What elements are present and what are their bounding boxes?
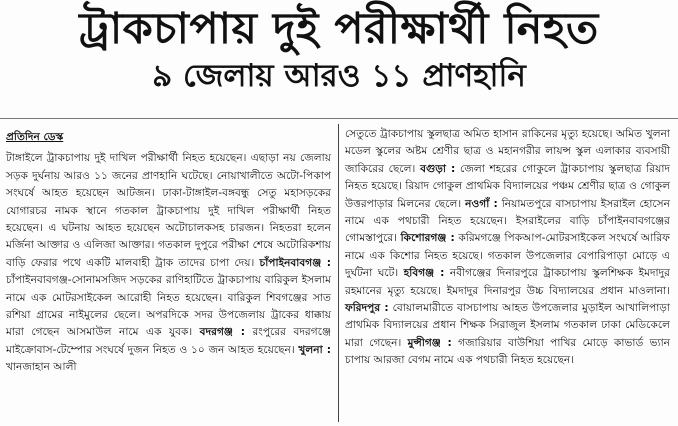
- place-label: খুলনা :: [298, 343, 331, 356]
- text-segment: জেলা শহরের গোকুলে ট্রাকচাপায় স্কুলছাত্র রিয়াদ নিহত হয়েছে। রিয়াদ গোকুল প্রাথমিক বিদ্যালয়ের পঞ্চম শ্রেণীর ছাত্র ও গোকুল উত্তরপাড়ার মিলনের ছেলে।: [345, 162, 670, 210]
- place-label: বগুড়া :: [420, 162, 456, 175]
- desk-byline: প্রতিদিন ডেস্ক: [6, 131, 64, 143]
- text-segment: খানজাহান আলী: [6, 361, 77, 374]
- place-label: ফরিদপুর :: [345, 302, 389, 315]
- place-label: বদরগঞ্জ :: [199, 326, 245, 339]
- text-segment: গজারিয়ার বাউশিয়া পাখির মোড়ে কাভার্ড ভ্যান চাপায় আরজা বেগম নামে এক পথচারী নিহত হয়েছেন।: [345, 336, 670, 367]
- place-label: হবিগঞ্জ :: [403, 267, 445, 280]
- text-segment: টাঙ্গাইলে ট্রাকচাপায় দুই দাখিল পরীক্ষার্থী নিহত হয়েছেন। এছাড়া নয় জেলায় সড়ক দুর্ঘনায় আরও ১১ জনের প্রাণহানি ঘটেছে। নোয়াখালীতে অটো-পিকাপ সংঘর্ষে আহত হয়েছেন আটজন। ঢাকা-টাঙ্গাইল-বঙ্গবন্ধু সেতু মহাসড়কের যোগারচর নামক স্থানে গতকাল ট্রাকচাপায় দুই দাখিল পরীক্ষার্থী নিহত হয়েছেন। এ ঘটনায় আহত হয়েছেন অটোচালকসহ চারজন। নিহতরা হলেন মর্জিনা আক্তার ও এলিজা আক্তার। গতকাল দুপুরে পরীক্ষা শেষে অটোরিকশায় বাড়ি ফেরার পথে একটি মালবাহী ট্রাক তাদের চাপা দেয়।: [6, 152, 331, 269]
- text-segment: চাঁপাইনবাবগঞ্জ-সোনামসজিদ সড়কের রাণিহাটিতে ট্রাকচাপায় বারিকুল ইসলাম নামে এক মোটরসাইকেল আরোহী নিহত হয়েছেন। বারিকুল শিবগঞ্জের সাত রশিয়া গ্রামের নাইমুলের ছেলে। অপরদিকে সদর উপজেলায় ট্রাকের ধাক্কায় মারা গেছেন আসমাউল নামে এক যুবক।: [6, 274, 331, 339]
- text-segment: রংপুরের বদরগঞ্জে মাইক্রোবাস-টেম্পোর সংঘর্ষে দুজন নিহত ও ১০ জন আহত হয়েছেন।: [6, 326, 331, 356]
- subheadline: ৯ জেলায় আরও ১১ প্রাণহানি: [152, 58, 526, 94]
- article-column-2: [345, 126, 670, 370]
- section-divider: [0, 118, 678, 119]
- place-label: কিশোরগঞ্জ :: [400, 232, 455, 245]
- text-segment: নবীগঞ্জের দিনারপুরে ট্রাকচাপায় স্কুলশিক্ষক ইমদাদুর রহমানের মৃত্যু হয়েছে। ইমদাদুর দিনারপুর উচ্চ বিদ্যালয়ের প্রধান মাওলানা।: [345, 267, 670, 297]
- place-label: নওগাঁ :: [465, 197, 498, 210]
- place-label: মুন্সীগঞ্জ :: [407, 336, 452, 349]
- column-1-text: [6, 150, 331, 376]
- column-2-text: [345, 126, 670, 370]
- text-segment: করিমগঞ্জে পিকআপ-মোটরসাইকেল সংঘর্ষে আরিফ নামে এক কিশোর নিহত হয়েছে। গতকাল উপজেলার বেপারিপাড়া মোড়ে এ দুর্ঘটনা ঘটে।: [345, 232, 670, 280]
- place-label: চাঁপাইনবাবগঞ্জ :: [259, 256, 331, 269]
- text-segment: সেতুতে ট্রাকচাপায় স্কুলছাত্র অমিত হাসান রাকিনের মৃত্যু হয়েছে। অমিত খুলনা মডেল স্কুলের অষ্টম শ্রেণীর ছাত্র ও মহানগরীর লায়ন্স স্কুল এলাকার ব্যবসায়ী জাকিরের ছেলে।: [345, 128, 670, 175]
- article-column-1: [6, 129, 331, 377]
- column-divider: [338, 124, 339, 422]
- text-segment: বোয়ালমারীতে বাসচাপায় আহত উপজেলার মুড়াইল আখালিপাড়া প্রাথমিক বিদ্যালয়ের প্রধান শিক্ষক সিরাজুল ইসলাম গতকাল ঢাকা মেডিকেলে মারা গেছেন।: [345, 302, 671, 349]
- headline: ট্রাকচাপায় দুই পরীক্ষার্থী নিহত: [79, 4, 599, 54]
- text-segment: নিয়ামতপুরে বাসচাপায় ইসরাইল হোসেন নামে এক পথচারী নিহত হয়েছেন। ইসরাইলের বাড়ি চাঁপাইনবাবগঞ্জের গোমস্তাপুরে।: [345, 197, 670, 245]
